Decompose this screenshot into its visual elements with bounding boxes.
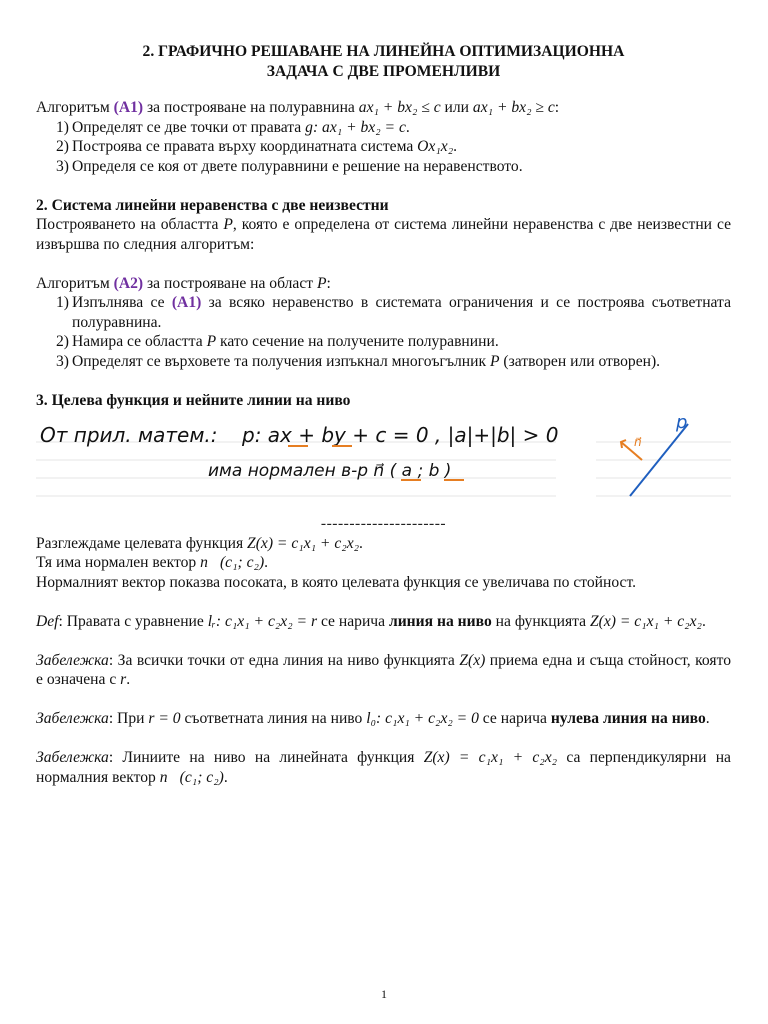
document-title — [36, 42, 731, 82]
objective-line-2: Тя има нормален вектор n⃗(c₁; c₂). — [36, 554, 269, 571]
a2-step-1: 1) Изпълнява се (A1) за всяко неравенство в системата ограничения и се построява съответната полуравнина. — [56, 294, 731, 331]
section-2-heading: 2. Система линейни неравенства с две неизвестни — [36, 196, 389, 214]
note-3: Забележка: Линиите на ниво на линейната функция Z(x) = c₁x₁ + c₂x₂ са перпендикулярни на нормалния вектор n⃗(c₁; c₂). — [36, 749, 731, 786]
inequality-le: ax₁ + bx₂ ≤ c — [358, 99, 441, 116]
dashed-separator: ---------------------- — [320, 515, 447, 532]
algorithm-a2-steps — [36, 293, 731, 371]
definition-level-line: Def: Правата с уравнение lᵣ: c₁x₁ + c₂x₂ = r се нарича линия на ниво на функцията Z(x) = c₁x₁ + c₂x₂. — [36, 612, 706, 630]
objective-line-3: Нормалният вектор показва посоката, в която целевата функция се увеличава по стойност. — [36, 573, 637, 591]
algorithm-a2-intro: Алгоритъм (A2) за построяване на област P: — [36, 274, 331, 292]
hand-fig-n: n⃗ — [634, 435, 642, 449]
line-p-with-normal-icon — [621, 412, 688, 496]
algorithm-a1-intro: Алгоритъм (A1) за построяване на полуравнина ax₁ + bx₂ ≤ c или ax₁ + bx₂ ≥ c: — [36, 99, 560, 116]
algorithm-a1-steps — [36, 118, 731, 177]
a1-step-2: 2) Построява се правата върху координатната система Ox₁x₂. — [56, 138, 458, 155]
a2-tag: (A2) — [113, 274, 144, 292]
hand-text-1b: p: ax + by + c = 0 , |a|+|b| > 0 — [242, 423, 559, 447]
section-2-paragraph: Построяването на областта P, която е определена от система линейни неравенства с две неизвестни се извършва по следния алгоритъм: — [36, 216, 731, 253]
title-line-1: 2. ГРАФИЧНО РЕШАВАНЕ НА ЛИНЕЙНА ОПТИМИЗАЦИОННА — [142, 43, 625, 60]
inequality-ge: ax₁ + bx₂ ≥ c — [472, 99, 555, 116]
hand-text-1a: От прил. матем.: — [40, 423, 218, 447]
a1-step-3: 3) Определя се коя от двете полуравнини е решение на неравенството. — [56, 157, 523, 175]
a1-step-1: 1) Определят се две точки от правата g: ax₁ + bx₂ = c. — [56, 118, 410, 136]
title-line-2: ЗАДАЧА С ДВЕ ПРОМЕНЛИВИ — [266, 63, 501, 80]
note-1: Забележка: За всички точки от една линия на ниво функцията Z(x) приема една и съща стойност, която е означена с r. — [36, 651, 731, 688]
objective-line-1: Разглеждаме целевата функция Z(x) = c₁x₁ + c₂x₂. — [36, 534, 363, 552]
hand-fig-p: p — [676, 412, 688, 433]
handwritten-note — [36, 412, 731, 502]
a1-tag: (A1) — [113, 99, 144, 116]
section-3-heading: 3. Целева функция и нейните линии на ниво — [36, 391, 351, 409]
a2-step-3: 3) Определят се върховете та получения изпъкнал многоъгълник P (затворен или отворен). — [56, 352, 661, 370]
page-number: 1 — [381, 987, 387, 1001]
hand-text-2: има нормален в-р n⃗ ( a ; b ) — [208, 461, 452, 481]
document-page — [36, 42, 731, 787]
a2-step-2: 2) Намира се областта P като сечение на получените полуравнини. — [56, 333, 499, 350]
note-2: Забележка: При r = 0 съответната линия на ниво l₀: c₁x₁ + c₂x₂ = 0 се нарича нулева линия на ниво. — [36, 710, 710, 727]
handwritten-note-svg — [36, 412, 731, 502]
